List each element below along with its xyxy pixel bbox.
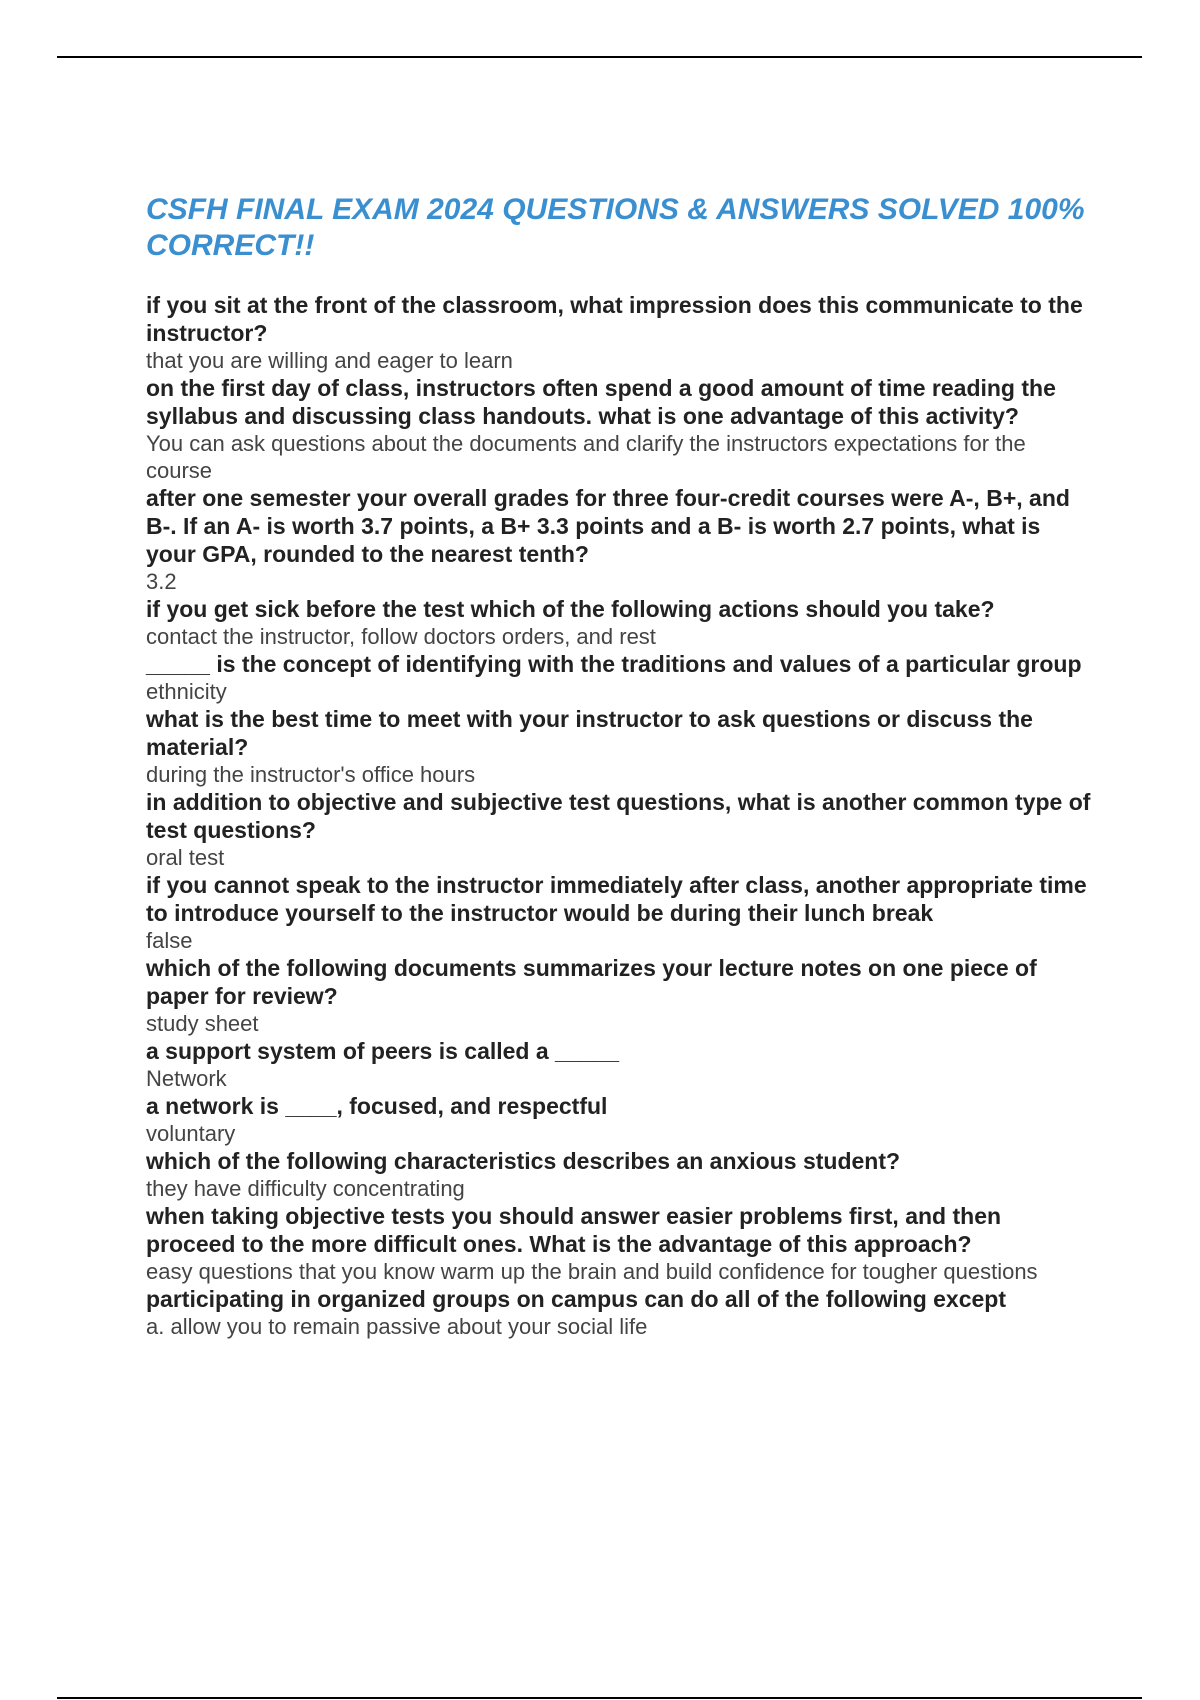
question-text: when taking objective tests you should answer easier problems first, and then proceed to the more difficult ones. What is the advantage of this approach? <box>146 1203 1002 1257</box>
question-text: _____ is the concept of identifying with the traditions and values of a particular group <box>146 651 1082 677</box>
qa-item <box>146 954 1096 1037</box>
answer-text: You can ask questions about the documents and clarify the instructors expectations for the course <box>146 431 1026 483</box>
qa-item <box>146 788 1096 871</box>
answer-text: that you are willing and eager to learn <box>146 348 513 373</box>
answer-text: they have difficulty concentrating <box>146 1176 465 1201</box>
answer-text: study sheet <box>146 1011 259 1036</box>
qa-item <box>146 374 1096 484</box>
qa-item <box>146 1147 1096 1202</box>
footer-rule <box>57 1697 1142 1699</box>
answer-text: contact the instructor, follow doctors orders, and rest <box>146 624 656 649</box>
qa-item <box>146 705 1096 788</box>
question-text: which of the following characteristics describes an anxious student? <box>146 1148 901 1174</box>
answer-text: oral test <box>146 845 225 870</box>
qa-item <box>146 291 1096 374</box>
question-text: which of the following documents summarizes your lecture notes on one piece of paper for review? <box>146 955 1037 1009</box>
question-text: in addition to objective and subjective test questions, what is another common type of test questions? <box>146 789 1091 843</box>
document-body <box>146 192 1096 1340</box>
qa-item <box>146 650 1096 705</box>
qa-item <box>146 484 1096 595</box>
question-text: if you cannot speak to the instructor immediately after class, another appropriate time to introduce yourself to the instructor would be during their lunch break <box>146 872 1087 926</box>
qa-item <box>146 1285 1096 1340</box>
answer-text: a. allow you to remain passive about your social life <box>146 1314 648 1339</box>
answer-text: false <box>146 928 193 953</box>
answer-text: 3.2 <box>146 569 177 594</box>
document-title: CSFH FINAL EXAM 2024 QUESTIONS & ANSWERS SOLVED 100% CORRECT!! <box>146 193 1085 262</box>
question-text: a network is ____, focused, and respectful <box>146 1093 608 1119</box>
answer-text: during the instructor's office hours <box>146 762 476 787</box>
question-text: on the first day of class, instructors often spend a good amount of time reading the syllabus and discussing class handouts. what is one advantage of this activity? <box>146 375 1056 429</box>
question-text: a support system of peers is called a _____ <box>146 1038 620 1064</box>
question-text: if you sit at the front of the classroom, what impression does this communicate to the instructor? <box>146 292 1083 346</box>
qa-item <box>146 595 1096 650</box>
qa-item <box>146 871 1096 954</box>
question-text: participating in organized groups on campus can do all of the following except <box>146 1286 1007 1312</box>
question-text: after one semester your overall grades for three four-credit courses were A-, B+, and B-. If an A- is worth 3.7 points, a B+ 3.3 points and a B- is worth 2.7 points, what is your GPA, rounded to the nearest tenth? <box>146 485 1070 567</box>
question-text: what is the best time to meet with your instructor to ask questions or discuss the material? <box>146 706 1033 760</box>
qa-item <box>146 1092 1096 1147</box>
answer-text: Network <box>146 1066 227 1091</box>
answer-text: ethnicity <box>146 679 227 704</box>
qa-item <box>146 1202 1096 1285</box>
question-text: if you get sick before the test which of the following actions should you take? <box>146 596 995 622</box>
answer-text: voluntary <box>146 1121 236 1146</box>
qa-list <box>146 291 1096 1340</box>
answer-text: easy questions that you know warm up the brain and build confidence for tougher questions <box>146 1259 1038 1284</box>
qa-item <box>146 1037 1096 1092</box>
header-rule <box>57 56 1142 58</box>
